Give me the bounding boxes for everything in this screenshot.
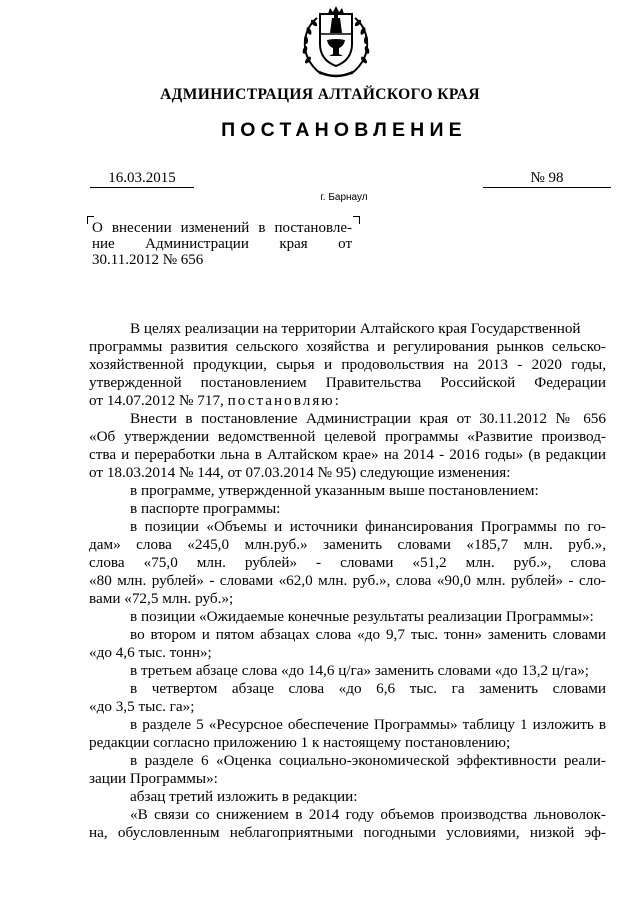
body-line (89, 392, 606, 410)
body-line: Внести в постановление Администрации края от 30.11.2012 № 656 (130, 410, 606, 427)
coat-of-arms-emblem (297, 4, 375, 80)
body-line: на, обусловленным неблагоприятными погодными условиями, низкой эф- (89, 824, 606, 841)
document-type-title: ПОСТАНОВЛЕНИЕ (221, 119, 467, 141)
document-subject (92, 220, 352, 268)
subject-corner-top-right (353, 216, 360, 224)
body-line: абзац третий изложить в редакции: (130, 788, 358, 805)
body-line: программы развития сельского хозяйства и регулирования рынков сельско- (89, 338, 606, 355)
organization-title: АДМИНИСТРАЦИЯ АЛТАЙСКОГО КРАЯ (160, 86, 480, 103)
document-body (89, 320, 606, 842)
document-number: № 98 (483, 171, 611, 188)
body-line: «80 млн. рублей» - словами «62,0 млн. руб.», слова «90,0 млн. рублей» - сло- (89, 572, 606, 589)
body-line: В целях реализации на территории Алтайского края Государственной (130, 320, 581, 337)
body-line: во втором и пятом абзацах слова «до 9,7 тыс. тонн» заменить словами (130, 626, 606, 643)
body-line-part: от 14.07.2012 № 717, (89, 392, 224, 409)
decree-word: постановляю: (227, 392, 341, 409)
body-line: вами «72,5 млн. руб.»; (89, 590, 234, 607)
body-line: в четвертом абзаце слова «до 6,6 тыс. га заменить словами (130, 680, 606, 697)
subject-line: ние Администрации края от (92, 236, 352, 252)
body-line: от 18.03.2014 № 144, от 07.03.2014 № 95) следующие изменения: (89, 464, 511, 481)
body-line: зации Программы»: (89, 770, 218, 787)
body-line: в разделе 5 «Ресурсное обеспечение Программы» таблицу 1 изложить в (130, 716, 606, 733)
body-line: утвержденной постановлением Правительства Российской Федерации (89, 374, 606, 391)
subject-line: 30.11.2012 № 656 (92, 252, 204, 268)
body-line: «В связи со снижением в 2014 году объемов производства льноволок- (130, 806, 606, 823)
body-line: в позиции «Ожидаемые конечные результаты реализации Программы»: (130, 608, 594, 625)
body-line: ства и переработки льна в Алтайском крае» на 2014 - 2016 годы» (в редакции (89, 446, 606, 463)
body-line: «до 3,5 тыс. га»; (89, 698, 195, 715)
body-line: хозяйственной продукции, сырья и продовольствия на 2013 - 2020 годы, (89, 356, 606, 373)
body-line: редакции согласно приложению 1 к настоящему постановлению; (89, 734, 511, 751)
body-line: слова «75,0 млн. рублей» - словами «51,2 млн. руб.», слова (89, 554, 606, 571)
body-line: в программе, утвержденной указанным выше постановлением: (130, 482, 539, 499)
subject-line: О внесении изменений в постановле- (92, 220, 352, 236)
document-city: г. Барнаул (320, 192, 368, 203)
body-line: «до 4,6 тыс. тонн»; (89, 644, 212, 661)
body-line: «Об утверждении ведомственной целевой программы «Развитие производ- (89, 428, 606, 445)
body-line: дам» слова «245,0 млн.руб.» заменить словами «185,7 млн. руб.», (89, 536, 606, 553)
document-date: 16.03.2015 (90, 171, 194, 188)
body-line: в паспорте программы: (130, 500, 281, 517)
body-line: в позиции «Объемы и источники финансирования Программы по го- (130, 518, 606, 535)
body-line: в разделе 6 «Оценка социально-экономической эффективности реали- (130, 752, 606, 769)
body-line: в третьем абзаце слова «до 14,6 ц/га» заменить словами «до 13,2 ц/га»; (130, 662, 590, 679)
